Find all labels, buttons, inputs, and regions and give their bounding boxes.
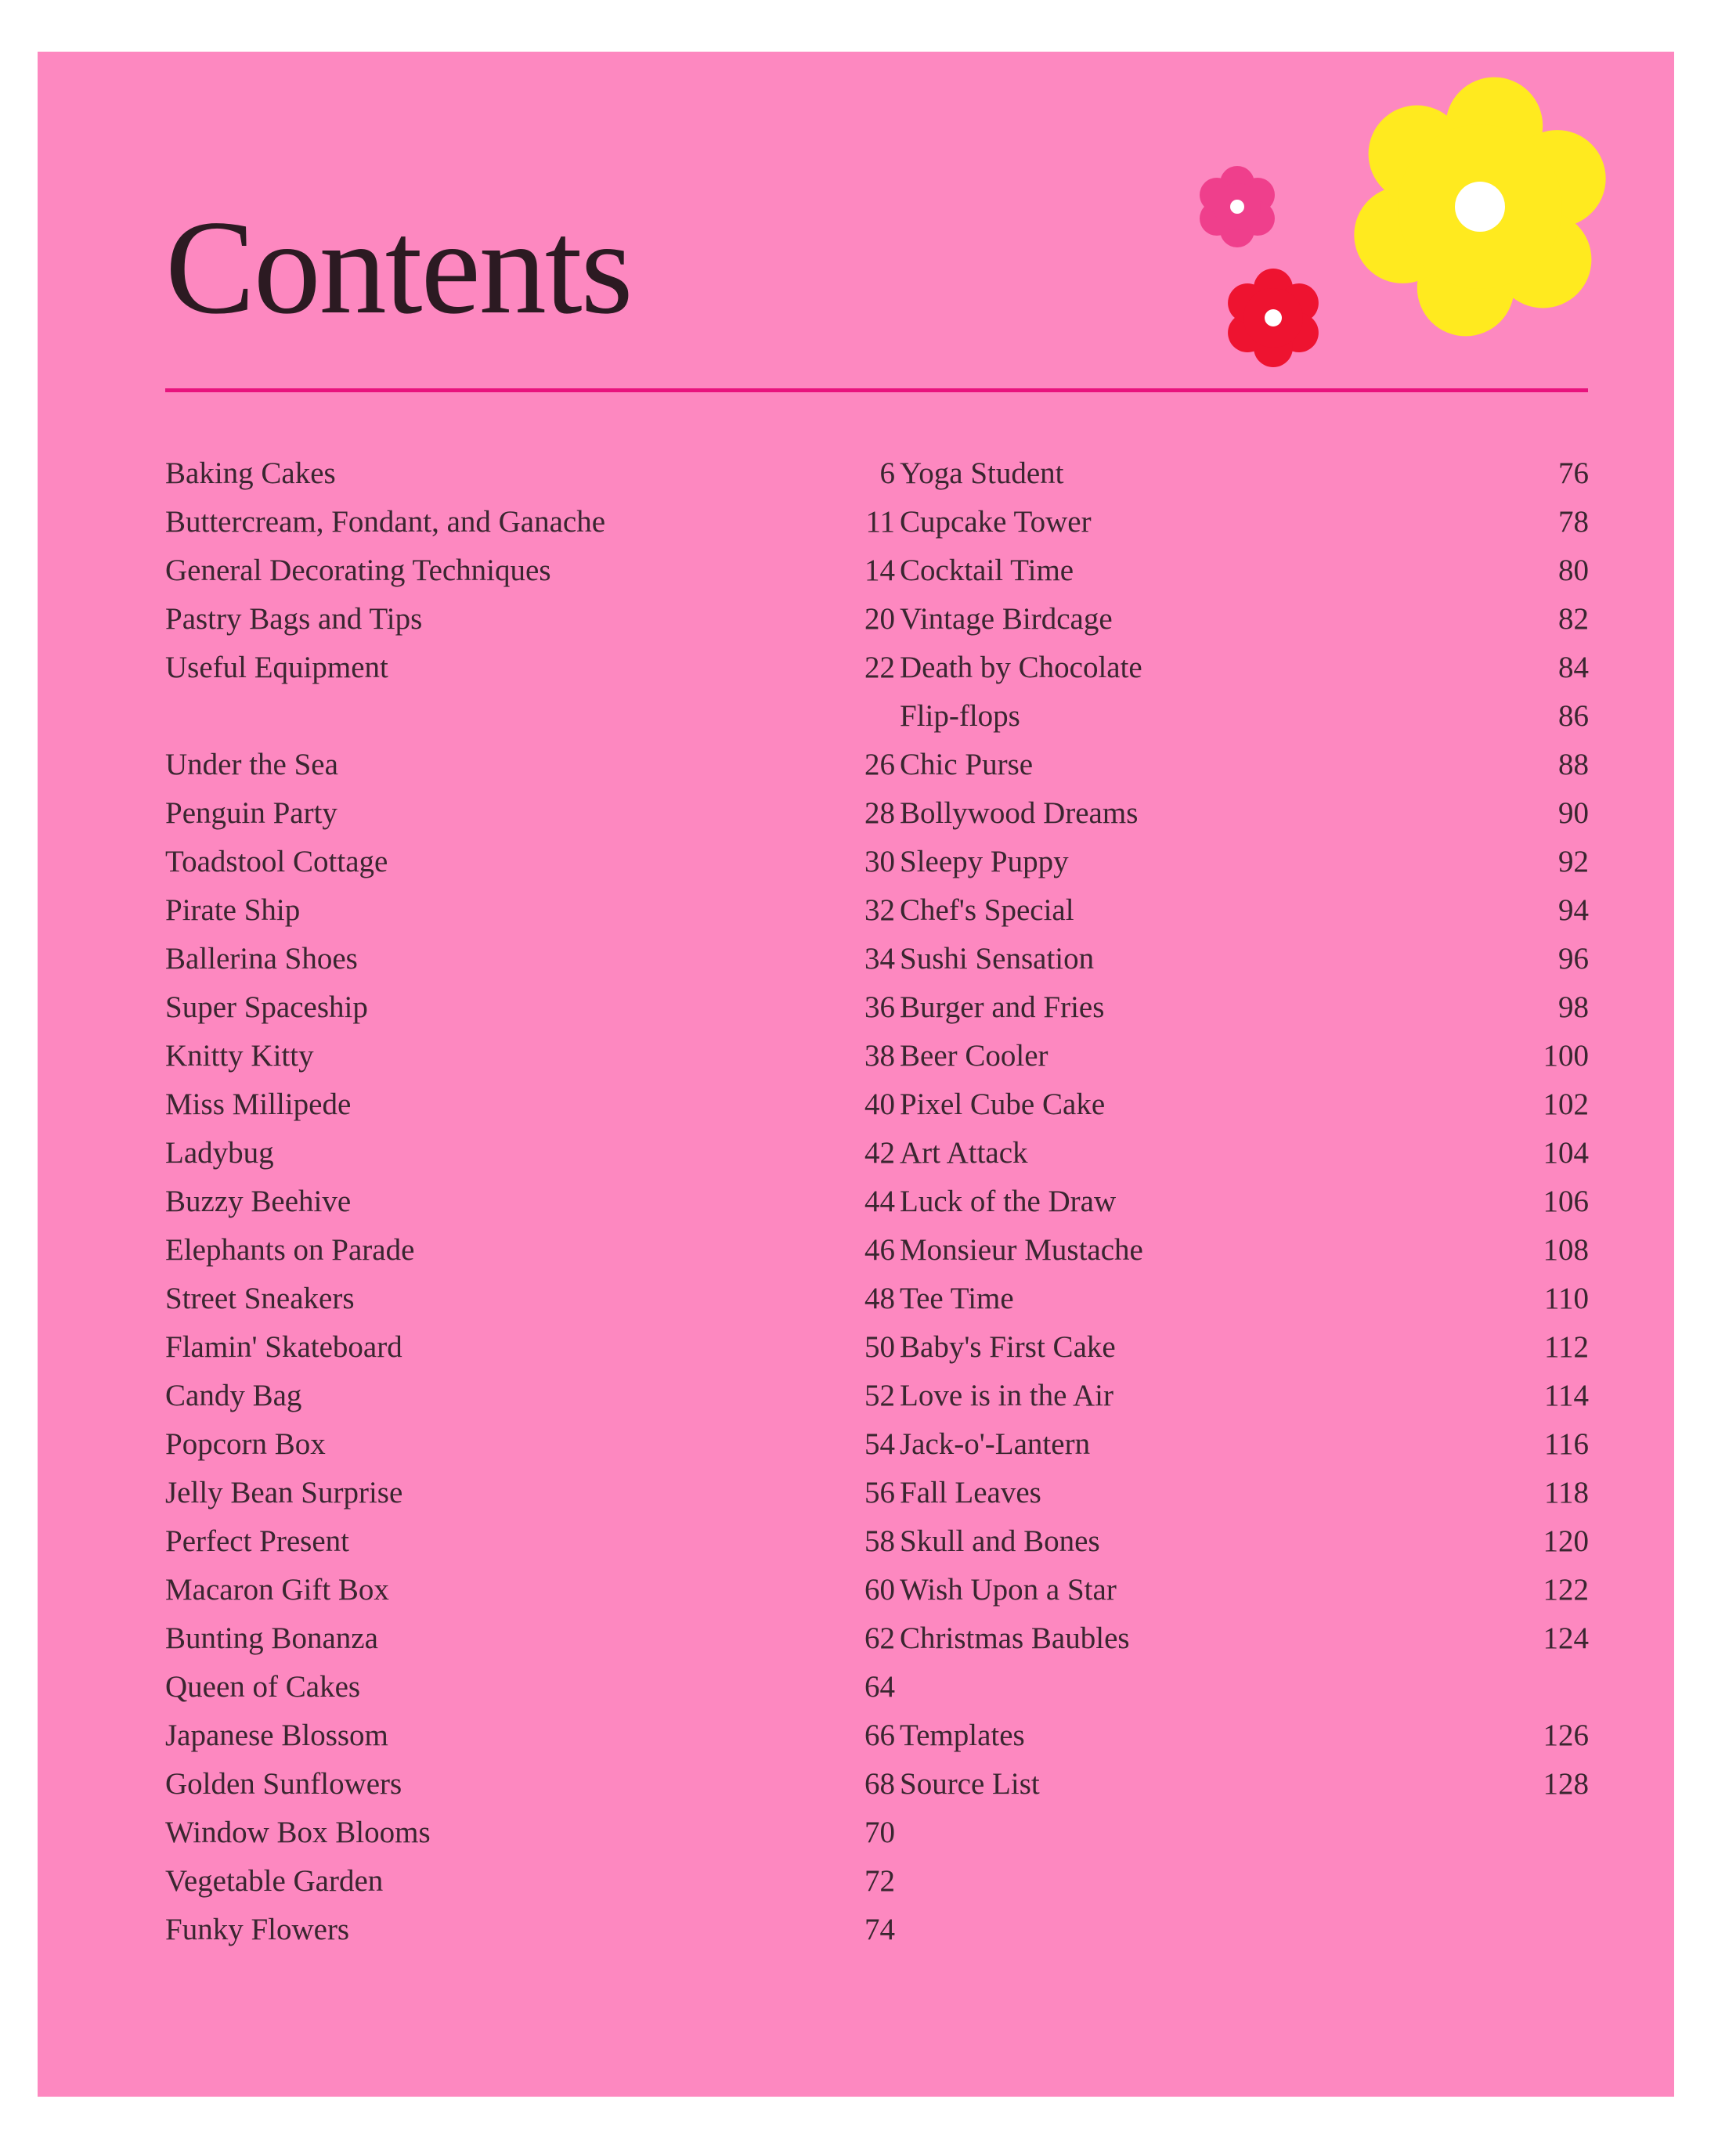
toc-entry-page: 96 [1558, 942, 1589, 976]
toc-entry-page: 128 [1543, 1767, 1589, 1801]
toc-entry-title: Fall Leaves [900, 1476, 1041, 1509]
toc-entry-title: Christmas Baubles [900, 1621, 1130, 1655]
toc-entry-page: 78 [1558, 505, 1589, 539]
toc-entry-page: 74 [864, 1913, 895, 1946]
toc-entry-page: 100 [1543, 1039, 1589, 1073]
toc-entry-title: Sleepy Puppy [900, 845, 1069, 878]
toc-entry-title: General Decorating Techniques [165, 554, 551, 587]
toc-entry-title: Toadstool Cottage [165, 845, 388, 878]
toc-entry-title: Candy Bag [165, 1379, 302, 1412]
toc-entry-title: Art Attack [900, 1136, 1028, 1170]
toc-column-right [900, 455, 1589, 2005]
toc-entry-page: 48 [864, 1282, 895, 1315]
toc-entry-title: Beer Cooler [900, 1039, 1048, 1073]
toc-entry-title: Jelly Bean Surprise [165, 1476, 403, 1509]
toc-entry-title: Pastry Bags and Tips [165, 602, 423, 636]
toc-entry-page: 122 [1543, 1573, 1589, 1607]
toc-entry-page: 120 [1543, 1524, 1589, 1558]
toc-entry-page: 6 [879, 456, 895, 490]
toc-entry-page: 88 [1558, 748, 1589, 781]
toc-entry-page: 92 [1558, 845, 1589, 878]
toc-entry-title: Knitty Kitty [165, 1039, 314, 1073]
toc-entry-page: 38 [864, 1039, 895, 1073]
toc-entry-title: Elephants on Parade [165, 1233, 415, 1267]
toc-entry-title: Window Box Blooms [165, 1816, 431, 1849]
toc-entry-page: 54 [864, 1427, 895, 1461]
toc-column-left [165, 455, 895, 2005]
toc-entry-title: Cupcake Tower [900, 505, 1092, 539]
toc-entry-title: Bollywood Dreams [900, 796, 1139, 830]
toc-entry-page: 126 [1543, 1719, 1589, 1752]
toc-entry-title: Burger and Fries [900, 990, 1105, 1024]
toc-entry-page: 44 [864, 1185, 895, 1218]
toc-entry-page: 46 [864, 1233, 895, 1267]
toc-entry-title: Flip-flops [900, 699, 1020, 733]
toc-entry-page: 118 [1543, 1476, 1589, 1509]
toc-entry-title: Street Sneakers [165, 1282, 355, 1315]
toc-entry-title: Useful Equipment [165, 651, 388, 684]
toc-entry-title: Jack-o'-Lantern [900, 1427, 1091, 1461]
toc-entry-title: Baking Cakes [165, 456, 336, 490]
flower-decoration [38, 52, 1674, 459]
toc-entry-title: Templates [900, 1719, 1025, 1752]
toc-entry-page: 102 [1543, 1087, 1589, 1121]
toc-entry-title: Cocktail Time [900, 554, 1074, 587]
small-red-flower-icon [1228, 269, 1319, 367]
toc-entry-title: Popcorn Box [165, 1427, 326, 1461]
toc-entry-page: 82 [1558, 602, 1589, 636]
toc-entry-title: Funky Flowers [165, 1913, 350, 1946]
toc-entry-title: Baby's First Cake [900, 1330, 1116, 1364]
toc-entry-title: Golden Sunflowers [165, 1767, 402, 1801]
toc-entry-title: Love is in the Air [900, 1379, 1113, 1412]
toc-entry-title: Yoga Student [900, 456, 1064, 490]
toc-entry-title: Ladybug [165, 1136, 274, 1170]
toc-entry-page: 14 [864, 554, 895, 587]
toc-entry-page: 110 [1543, 1282, 1589, 1315]
toc-entry-title: Super Spaceship [165, 990, 368, 1024]
toc-entry-page: 112 [1543, 1330, 1589, 1364]
toc-entry-page: 60 [864, 1573, 895, 1607]
toc-entry-page: 20 [864, 602, 895, 636]
toc-entry-page: 84 [1558, 651, 1589, 684]
toc-entry-title: Source List [900, 1767, 1040, 1801]
toc-entry-page: 116 [1543, 1427, 1589, 1461]
toc-entry-page: 66 [864, 1719, 895, 1752]
toc-entry-title: Luck of the Draw [900, 1185, 1117, 1218]
toc-entry-page: 106 [1543, 1185, 1589, 1218]
toc-entry-title: Monsieur Mustache [900, 1233, 1143, 1267]
toc-entry-page: 76 [1558, 456, 1589, 490]
toc-entry-title: Death by Chocolate [900, 651, 1142, 684]
toc-entry-page: 32 [864, 893, 895, 927]
page [38, 52, 1674, 2097]
toc-entry-title: Pirate Ship [165, 893, 301, 927]
toc-entry-page: 28 [864, 796, 895, 830]
toc-entry-page: 90 [1558, 796, 1589, 830]
toc-entry-page: 52 [864, 1379, 895, 1412]
toc-entry-page: 62 [864, 1621, 895, 1655]
toc-entry-title: Bunting Bonanza [165, 1621, 378, 1655]
toc-entry-page: 34 [864, 942, 895, 976]
toc-entry-page: 30 [864, 845, 895, 878]
toc-entry-title: Buzzy Beehive [165, 1185, 352, 1218]
toc-entry-title: Vegetable Garden [165, 1864, 384, 1898]
toc-entry-page: 72 [864, 1864, 895, 1898]
toc-entry-title: Chef's Special [900, 893, 1074, 927]
toc-entry-page: 124 [1543, 1621, 1589, 1655]
toc-entry-title: Skull and Bones [900, 1524, 1100, 1558]
toc-entry-title: Sushi Sensation [900, 942, 1095, 976]
toc-entry-title: Wish Upon a Star [900, 1573, 1117, 1607]
toc-entry-page: 80 [1558, 554, 1589, 587]
toc-entry-page: 58 [864, 1524, 895, 1558]
toc-entry-page: 94 [1558, 893, 1589, 927]
small-pink-flower-icon [1200, 166, 1275, 247]
toc-entry-page: 56 [864, 1476, 895, 1509]
toc-entry-title: Miss Millipede [165, 1087, 352, 1121]
toc-entry-page: 42 [864, 1136, 895, 1170]
toc-entry-title: Flamin' Skateboard [165, 1330, 402, 1364]
toc-entry-page: 108 [1543, 1233, 1589, 1267]
toc-entry-page: 104 [1543, 1136, 1589, 1170]
page-title: Contents [165, 193, 632, 342]
toc-entry-title: Chic Purse [900, 748, 1034, 781]
toc-entry-title: Tee Time [900, 1282, 1014, 1315]
toc-entry-title: Penguin Party [165, 796, 337, 830]
toc-entry-page: 86 [1558, 699, 1589, 733]
toc-entry-page: 26 [864, 748, 895, 781]
toc-entry-page: 98 [1558, 990, 1589, 1024]
toc-entry-page: 11 [865, 505, 895, 539]
toc-entry-page: 36 [864, 990, 895, 1024]
toc-entry-title: Vintage Birdcage [900, 602, 1113, 636]
toc-entry-page: 50 [864, 1330, 895, 1364]
large-yellow-flower-icon [1354, 78, 1605, 337]
toc-entry-title: Ballerina Shoes [165, 942, 358, 976]
toc-entry-title: Buttercream, Fondant, and Ganache [165, 505, 606, 539]
toc-entry-page: 64 [864, 1670, 895, 1704]
toc-entry-page: 22 [864, 651, 895, 684]
title-divider [165, 388, 1588, 392]
toc-entry-title: Pixel Cube Cake [900, 1087, 1106, 1121]
toc-entry-title: Perfect Present [165, 1524, 349, 1558]
toc-entry-title: Macaron Gift Box [165, 1573, 389, 1607]
toc-entry-title: Japanese Blossom [165, 1719, 388, 1752]
toc-entry-title: Under the Sea [165, 748, 338, 781]
toc-entry-page: 40 [864, 1087, 895, 1121]
toc-entry-title: Queen of Cakes [165, 1670, 361, 1704]
toc-entry-page: 114 [1543, 1379, 1589, 1412]
toc-entry-page: 68 [864, 1767, 895, 1801]
toc-entry-page: 70 [864, 1816, 895, 1849]
